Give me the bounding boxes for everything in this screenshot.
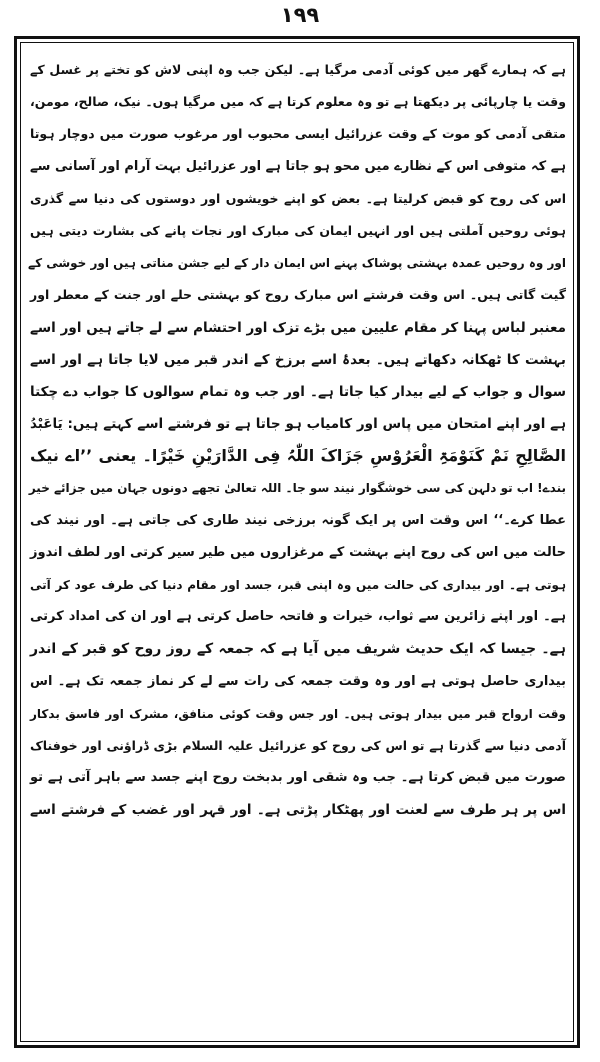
text-line: ہے۔ جیسا کہ ایک حدیث شریف میں آیا ہے کہ جمعہ کے روز روح کو قبر کے اندر	[30, 641, 566, 658]
text-line: ہے۔ اور اپنے زائرین سے ثواب، خیرات و فاتحہ حاصل کرتی ہے اور ان کی امداد کرتی	[30, 609, 566, 625]
text-line: بہشت کا ٹھکانہ دکھاتے ہیں۔ بعدۂ اسے برزخ کے اندر قبر میں لایا جاتا ہے اور اسے	[30, 351, 566, 368]
text-line: الصَّالِحِ نَمْ کَنَوْمَۃِ الْعَرُوْسِ جَزَاکَ اللّٰہُ فِی الدَّارَیْنِ خَیْرًا۔ یعنی ’’اے نیک	[30, 446, 566, 466]
text-line: ہے کہ ہمارے گھر میں کوئی آدمی مرگیا ہے۔ لیکن جب وہ اپنی لاش کو تختے پر غسل کے	[30, 62, 566, 77]
text-line: صورت میں قبض کرتا ہے۔ جب وہ شقی اور بدبخت روح اپنے جسد سے باہر آتی ہے تو	[30, 770, 566, 786]
text-line: اور وہ روحیں عمدہ بہشتی پوشاک پہنے اس ایمان دار کے لیے جشن مناتی ہیں اور خوشی کے	[28, 256, 566, 271]
text-line: ہوتی ہے۔ اور بیداری کی حالت میں وہ اپنی قبر، جسد اور مقام دنیا کی طرف عود کر آتی	[30, 578, 566, 592]
text-line: اس کی روح کو قبض کرلیتا ہے۔ بعض کو اپنے خویشوں اور دوستوں کی دنیا سے گذری	[30, 190, 566, 206]
text-line: وقت یا چارپائی پر دیکھتا ہے تو وہ معلوم کرتا ہے کہ میں مرگیا ہوں۔ نیک، صالح، مومن،	[30, 94, 566, 110]
page-number: ۱۹۹	[280, 3, 320, 27]
text-line: سوال و جواب کے لیے بیدار کیا جاتا ہے۔ اور جب وہ تمام سوالوں کا جواب دے چکتا	[30, 383, 566, 400]
text-line: وقت ارواح قبر میں بیدار ہوتی ہیں۔ اور جس وقت کوئی منافق، مشرک اور فاسق بدکار	[30, 706, 566, 721]
text-line: بیداری حاصل ہوتی ہے اور وہ وقت جمعہ کی رات سے لے کر نماز جمعہ تک ہے۔ اس	[30, 673, 566, 689]
text-line: اس پر ہر طرف سے لعنت اور پھٹکار پڑتی ہے۔ اور قہر اور غضب کے فرشتے اسے	[30, 802, 566, 819]
text-line: آدمی دنیا سے گذرتا ہے تو اس کی روح کو عزرائیل علیہ السلام بڑی ڈراؤنی اور خوفناک	[30, 737, 566, 753]
text-line: ہے اور اپنے امتحان میں پاس اور کامیاب ہو جاتا ہے تو فرشتے اسے کہتے ہیں: یَاعَبْدُ	[30, 416, 566, 433]
text-line: ہے کہ متوفی اس کے نظارے میں محو ہو جاتا ہے اور عزرائیل بہت آرام اور آسانی سے	[30, 158, 566, 174]
text-line: متقی آدمی کو موت کے وقت عزرائیل ایسی محبوب اور مرغوب صورت میں دوچار ہوتا	[30, 126, 566, 142]
text-line: معنبر لباس پہنا کر مقام علیین میں بڑے تزک اور احتشام سے لے جاتے ہیں اور اسے	[30, 319, 566, 336]
urdu-text-body	[30, 54, 566, 827]
text-line: گیت گاتی ہیں۔ اس وقت فرشتے اس مبارک روح کو بہشتی حلے اور جنت کے معطر اور	[30, 287, 566, 303]
text-line: بندے! اب تو دلہن کی سی خوشگوار نیند سو جا۔ اللہ تعالیٰ تجھے دونوں جہان میں جزائے خیر	[28, 481, 566, 496]
text-line: عطا کرے۔‘‘ اس وقت اس پر ایک گونہ برزخی نیند طاری کی جاتی ہے۔ اور نیند کی	[30, 512, 566, 528]
text-line: حالت میں اس کی روح اپنے بہشت کے مرغزاروں میں طیر سیر کرتی اور لطف اندوز	[30, 544, 566, 560]
text-line: ہوئی روحیں آملتی ہیں اور انہیں ایمان کی مبارک اور نجات پانے کی بشارت دیتی ہیں	[30, 222, 566, 238]
